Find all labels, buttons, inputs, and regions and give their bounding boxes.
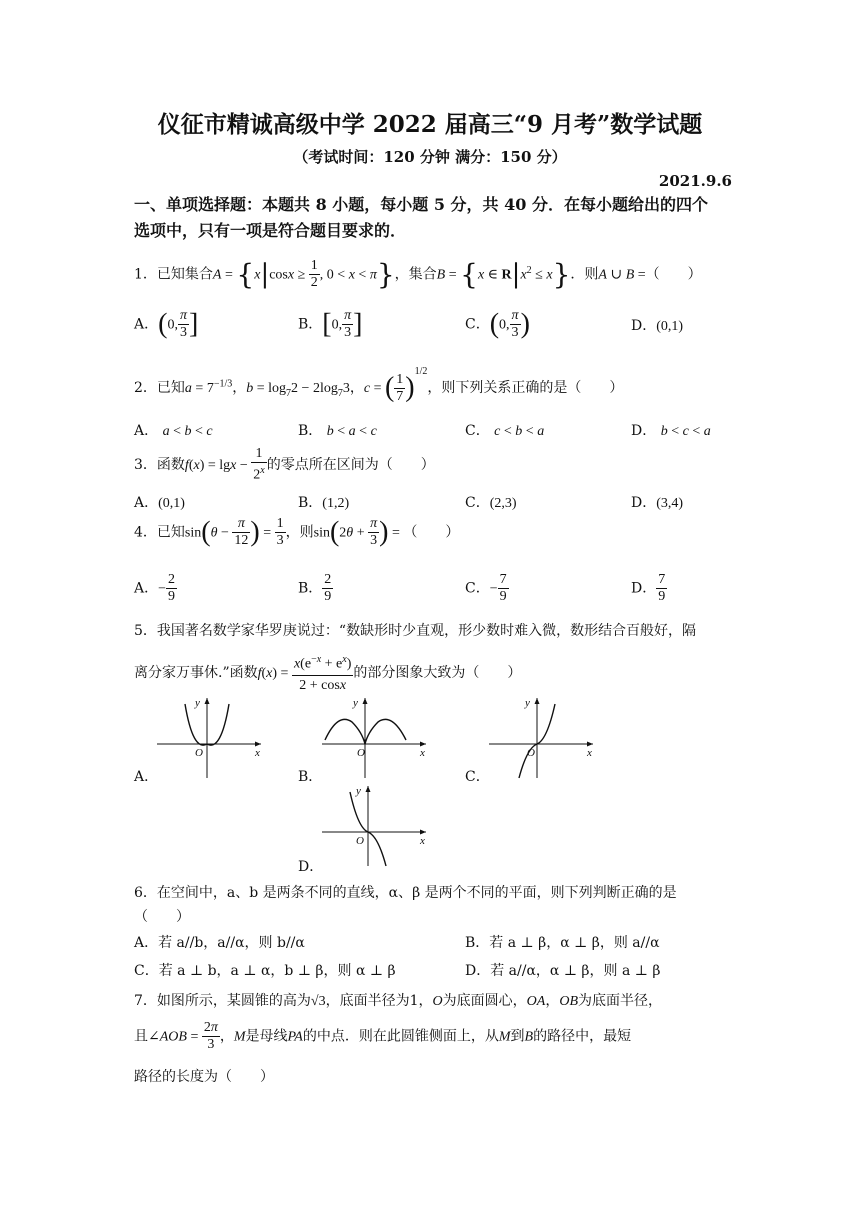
q5-graph-c xyxy=(487,694,597,780)
q2-option-d[interactable]: D． b < c < a xyxy=(631,423,711,439)
q4-option-c[interactable]: C．− $\frac{7}{9}$ xyxy=(465,572,507,604)
svg-text:x: x xyxy=(587,747,592,759)
origin-label: O xyxy=(195,747,203,759)
q5-graph-d xyxy=(320,782,430,868)
question-7-line3: 路径的长度为（ ） xyxy=(134,1069,274,1085)
q5-option-a[interactable]: A． xyxy=(134,769,159,785)
q1-suffix: ．则 xyxy=(570,266,599,283)
q3-option-c[interactable]: C．(2,3) xyxy=(465,495,517,511)
question-3: 3．函数f(x) = lgx − $\frac{1}{2^x}$ 的零点所在区间为（ ） xyxy=(134,446,435,483)
q1-option-d[interactable]: D．(0,1) xyxy=(631,318,684,334)
svg-text:y: y xyxy=(525,697,530,709)
q5-option-c[interactable]: C． xyxy=(465,769,490,785)
svg-text:y: y xyxy=(356,785,361,797)
svg-text:x: x xyxy=(420,835,425,847)
q1-option-c[interactable]: C．(0, $\frac{\pi}{3}$ ) xyxy=(465,308,530,340)
question-1: 1．已知集合A = {x|cosx ≥ $\frac{1}{2}$ , 0 < x < π}，集合B = {x ∈ $R|x^2 \le x$}．则A ∪ B =（ ） xyxy=(134,258,702,291)
q5-option-b[interactable]: B． xyxy=(298,769,323,785)
q5-graph-a xyxy=(155,694,265,780)
q6-option-a[interactable]: A．若 a//b，a//α，则 b//α xyxy=(134,935,305,951)
y-axis-arrow xyxy=(205,698,210,704)
q1-option-a[interactable]: A．(0, $\frac{\pi}{3}$ ] xyxy=(134,308,199,340)
x-label: x xyxy=(255,747,260,759)
section-heading-line1: 一、单项选择题：本题共 8 小题，每小题 5 分，共 40 分．在每小题给出的四个 xyxy=(134,195,708,214)
q1-paren: （ ） xyxy=(645,266,702,283)
page-title: 仪征市精诚高级中学 2022 届高三“9 月考”数学试题 xyxy=(157,111,703,138)
q1-mid: ，集合 xyxy=(394,266,437,283)
q6-option-b[interactable]: B．若 a ⊥ β，α ⊥ β，则 a//α xyxy=(465,935,660,951)
question-5-line2: 离分家万事休.”函数f(x) = $\frac{x(e^{-x} + e^x)}{2 + \cos x}$ 的部分图象大致为（ ） xyxy=(134,650,521,696)
q3-option-b[interactable]: B．(1,2) xyxy=(298,495,350,511)
x-axis-arrow xyxy=(255,742,261,747)
exam-date: 2021.9.6 xyxy=(658,172,732,190)
q4-option-b[interactable]: B． $\frac{2}{9}$ xyxy=(298,572,332,604)
q5-option-d[interactable]: D． xyxy=(298,859,324,875)
q6-option-c[interactable]: C．若 a ⊥ b，a ⊥ α，b ⊥ β，则 α ⊥ β xyxy=(134,963,396,979)
question-4: 4．已知sin(θ − $\frac{\pi}{12}$ ) = $\frac{1}{3}$ ，则sin(2θ + $\frac{\pi}{3}$ ) = （ ） xyxy=(134,516,460,548)
q3-option-d[interactable]: D．(3,4) xyxy=(631,495,684,511)
question-6-line1: 6．在空间中，a、b 是两条不同的直线，α、β 是两个不同的平面，则下列判断正确的是 xyxy=(134,885,677,901)
section-heading-line2: 选项中，只有一项是符合题目要求的． xyxy=(134,221,407,240)
exam-info: （考试时间：120 分钟 满分：150 分） xyxy=(293,148,567,166)
q6-option-d[interactable]: D．若 a//α，α ⊥ β，则 a ⊥ β xyxy=(465,963,661,979)
q3-option-a[interactable]: A．(0,1) xyxy=(134,495,185,511)
question-7-line2: 且∠AOB = $\frac{2\pi}{3}$ ，M是母线PA的中点．则在此圆锥侧面上，从M到B的路径中，最短 xyxy=(134,1020,632,1052)
question-6-line2: （ ） xyxy=(134,909,190,925)
question-7-line1: 7．如图所示，某圆锥的高为√3，底面半径为1，O为底面圆心，OA，OB为底面半径， xyxy=(134,993,662,1009)
q5-graph-b xyxy=(320,694,430,780)
svg-text:O: O xyxy=(356,835,364,847)
q2-option-a[interactable]: A． a < b < c xyxy=(134,423,213,439)
y-label: y xyxy=(195,697,200,709)
svg-text:x: x xyxy=(420,747,425,759)
q4-option-a[interactable]: A．− $\frac{2}{9}$ xyxy=(134,572,176,604)
q1-prefix: 1．已知集合 xyxy=(134,266,213,283)
q2-option-b[interactable]: B． b < a < c xyxy=(298,423,377,439)
q2-option-c[interactable]: C． c < b < a xyxy=(465,423,545,439)
question-2: 2．已知$a = 7^{-1/3}$，$b = \log_72 - 2\log_73$，c = ( $\frac{1}{7}$ )$^{1/2}$，则下列关系正确的是（ ） xyxy=(134,366,624,404)
svg-text:O: O xyxy=(527,747,535,759)
q4-option-d[interactable]: D． $\frac{7}{9}$ xyxy=(631,572,666,604)
q1-option-b[interactable]: B．[0, $\frac{\pi}{3}$ ] xyxy=(298,308,363,340)
svg-text:y: y xyxy=(353,697,358,709)
question-5-line1: 5．我国著名数学家华罗庚说过：“数缺形时少直观，形少数时难入微，数形结合百般好，隔 xyxy=(134,623,697,639)
svg-text:O: O xyxy=(357,747,365,759)
